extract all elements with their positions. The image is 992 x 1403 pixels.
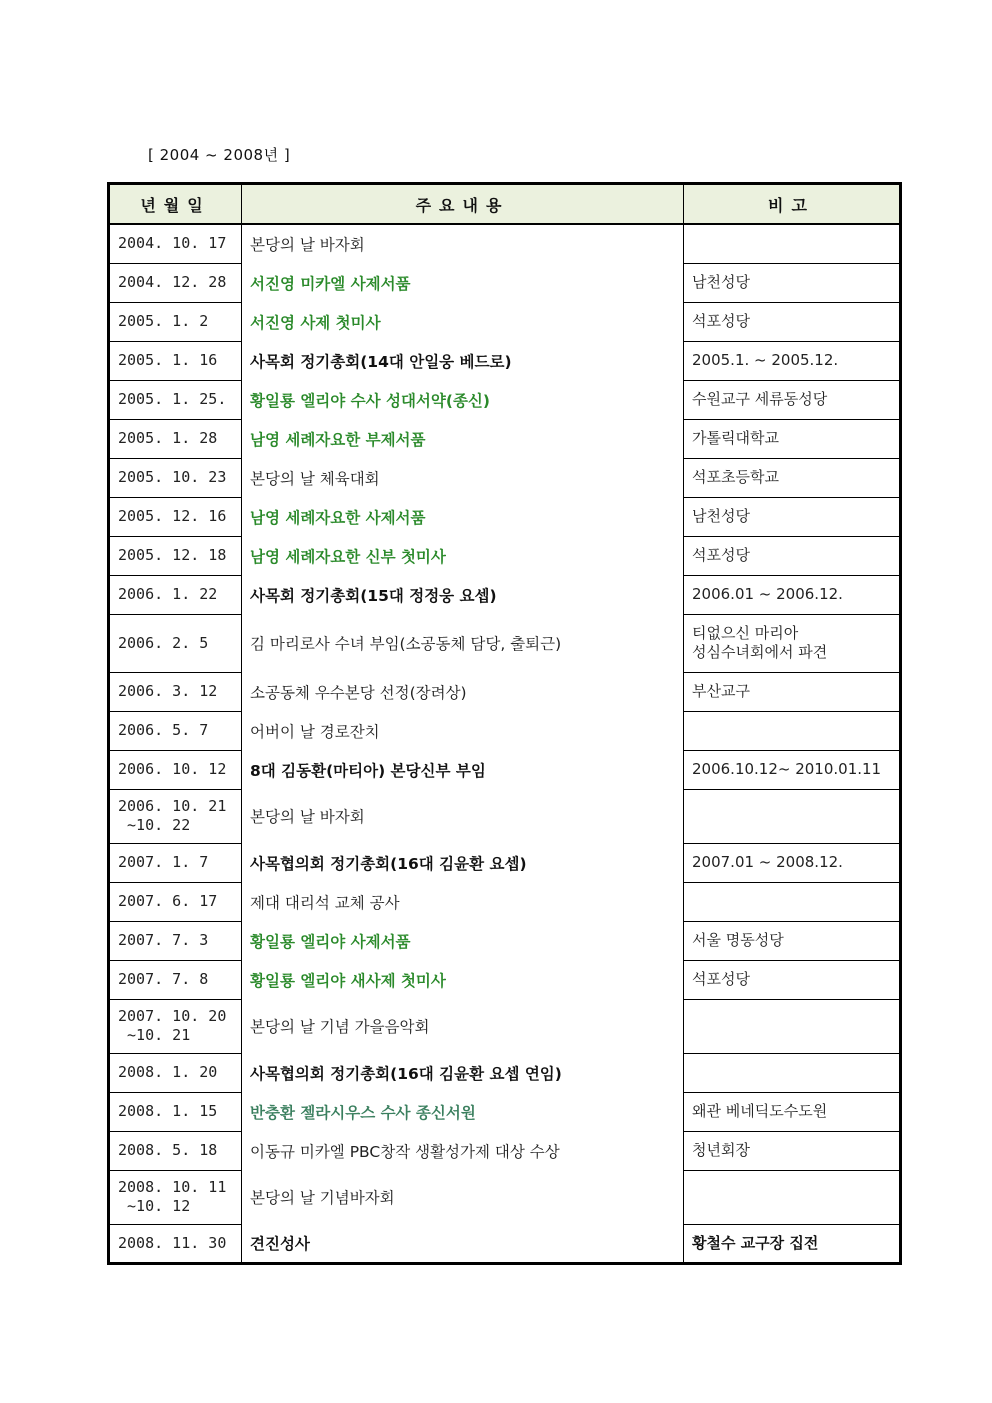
note-cell [684, 1170, 901, 1224]
table-row [109, 224, 901, 263]
event-cell: 어버이 날 경로잔치 [242, 711, 684, 750]
note-cell [684, 672, 901, 711]
note-cell [684, 497, 901, 536]
event-cell: 황일룡 엘리야 새사제 첫미사 [242, 960, 684, 999]
note-text: 2007.01 ~ 2008.12. [692, 853, 843, 871]
note-cell [684, 750, 901, 789]
header-date: 년월일 [109, 184, 242, 225]
note-cell [684, 302, 901, 341]
date-text: 2004. 10. 17 [118, 234, 227, 253]
event-cell: 서진영 사제 첫미사 [242, 302, 684, 341]
event-cell: 본당의 날 바자회 [242, 789, 684, 843]
date-cell [109, 672, 242, 711]
table-row [109, 419, 901, 458]
date-text: 2007. 7. 3 [118, 931, 209, 949]
date-text: 2005. 1. 2 [118, 312, 209, 330]
event-cell: 본당의 날 기념바자회 [242, 1170, 684, 1224]
note-text: 석포성당 [692, 970, 750, 988]
note-text: 티없으신 마리아 [692, 624, 799, 642]
date-range-end: ~10. 12 [118, 1197, 191, 1215]
event-cell: 본당의 날 기념 가을음악회 [242, 999, 684, 1053]
event-cell: 소공동체 우수본당 선정(장려상) [242, 672, 684, 711]
date-cell [109, 750, 242, 789]
note-cell [684, 224, 901, 263]
date-cell [109, 882, 242, 921]
table-row [109, 536, 901, 575]
table-row [109, 575, 901, 614]
section-caption: [ 2004 ~ 2008년 ] [148, 146, 291, 164]
event-cell: 김 마리로사 수녀 부임(소공동체 담당, 출퇴근) [242, 614, 684, 672]
date-cell [109, 263, 242, 302]
note-cell [684, 575, 901, 614]
date-range-end: ~10. 22 [118, 816, 191, 834]
date-text: 2004. 12. 28 [118, 273, 227, 291]
date-cell [109, 789, 242, 843]
date-text: 2005. 1. 16 [118, 351, 218, 369]
date-cell [109, 575, 242, 614]
header-event: 주요내용 [242, 184, 684, 225]
date-cell [109, 497, 242, 536]
event-cell: 황일룡 엘리야 수사 성대서약(종신) [242, 380, 684, 419]
note-text: 왜관 베네딕도수도원 [692, 1102, 828, 1120]
date-cell [109, 843, 242, 882]
date-cell [109, 380, 242, 419]
event-cell: 사목협의회 정기총회(16대 김윤환 요셉) [242, 843, 684, 882]
note-cell [684, 458, 901, 497]
table-row [109, 263, 901, 302]
date-cell [109, 711, 242, 750]
event-cell: 황일룡 엘리야 사제서품 [242, 921, 684, 960]
table-row [109, 999, 901, 1053]
date-range-end: ~10. 21 [118, 1026, 191, 1044]
note-cell [684, 380, 901, 419]
date-text: 2006. 2. 5 [118, 633, 209, 652]
note-text: 서울 명동성당 [692, 931, 784, 949]
note-cell [684, 1131, 901, 1170]
note-cell [684, 1092, 901, 1131]
event-cell: 사목회 정기총회(14대 안일웅 베드로) [242, 341, 684, 380]
timeline-body [109, 224, 901, 1263]
note-cell [684, 843, 901, 882]
table-row [109, 882, 901, 921]
note-text: 청년회장 [692, 1141, 750, 1159]
date-cell [109, 302, 242, 341]
event-cell: 남영 세례자요한 부제서품 [242, 419, 684, 458]
table-row [109, 341, 901, 380]
date-cell [109, 921, 242, 960]
table-row [109, 614, 901, 672]
note-text: 석포초등학교 [692, 468, 779, 486]
date-text: 2005. 1. 25. [118, 390, 227, 408]
note-cell [684, 711, 901, 750]
table-row [109, 711, 901, 750]
date-text: 2008. 5. 18 [118, 1141, 218, 1159]
date-cell [109, 419, 242, 458]
date-text: 2005. 10. 23 [118, 468, 227, 486]
date-text: 2007. 1. 7 [118, 853, 209, 871]
note-cell [684, 419, 901, 458]
date-text: 2006. 5. 7 [118, 721, 209, 739]
table-row [109, 497, 901, 536]
date-cell [109, 1092, 242, 1131]
date-cell [109, 458, 242, 497]
note-cell [684, 921, 901, 960]
date-text: 2008. 1. 15 [118, 1102, 218, 1120]
note-cell [684, 341, 901, 380]
date-text: 2006. 3. 12 [118, 682, 218, 700]
table-row [109, 789, 901, 843]
note-text: 부산교구 [692, 682, 750, 700]
note-text: 남천성당 [692, 507, 750, 525]
note-text-line2: 성심수녀회에서 파견 [692, 643, 828, 661]
table-row [109, 921, 901, 960]
event-cell: 본당의 날 체육대회 [242, 458, 684, 497]
date-cell [109, 1053, 242, 1092]
date-cell [109, 1131, 242, 1170]
table-row [109, 302, 901, 341]
table-row [109, 458, 901, 497]
date-cell [109, 341, 242, 380]
table-row [109, 672, 901, 711]
date-text: 2008. 11. 30 [118, 1233, 227, 1252]
timeline-table [107, 182, 902, 1265]
note-text: 2006.10.12~ 2010.01.11 [692, 760, 882, 778]
event-cell: 남영 세례자요한 신부 첫미사 [242, 536, 684, 575]
event-cell: 남영 세례자요한 사제서품 [242, 497, 684, 536]
date-cell [109, 960, 242, 999]
table-row [109, 1224, 901, 1263]
date-cell [109, 1170, 242, 1224]
table-row [109, 1092, 901, 1131]
note-cell [684, 882, 901, 921]
event-cell: 서진영 미카엘 사제서품 [242, 263, 684, 302]
note-text: 석포성당 [692, 312, 750, 330]
table-row [109, 1170, 901, 1224]
date-text: 2005. 1. 28 [118, 429, 218, 447]
note-cell [684, 789, 901, 843]
date-text: 2005. 12. 16 [118, 507, 227, 525]
table-row [109, 750, 901, 789]
note-text: 남천성당 [692, 273, 750, 291]
note-cell [684, 999, 901, 1053]
event-cell: 견진성사 [242, 1224, 684, 1263]
note-cell [684, 960, 901, 999]
date-cell [109, 536, 242, 575]
date-text: 2007. 10. 20 [118, 1007, 227, 1025]
table-row [109, 960, 901, 999]
note-text: 수원교구 세류동성당 [692, 390, 828, 408]
date-cell [109, 999, 242, 1053]
header-note: 비고 [684, 184, 901, 225]
note-cell [684, 1224, 901, 1263]
note-text: 가톨릭대학교 [692, 429, 779, 447]
note-text: 2005.1. ~ 2005.12. [692, 351, 839, 369]
note-cell [684, 263, 901, 302]
date-text: 2007. 7. 8 [118, 970, 209, 988]
note-text: 석포성당 [692, 546, 750, 564]
event-cell: 사목협의회 정기총회(16대 김윤환 요셉 연임) [242, 1053, 684, 1092]
event-cell: 이동규 미카엘 PBC창작 생활성가제 대상 수상 [242, 1131, 684, 1170]
event-cell: 사목회 정기총회(15대 정정웅 요셉) [242, 575, 684, 614]
date-text: 2008. 1. 20 [118, 1063, 218, 1081]
event-cell: 본당의 날 바자회 [242, 224, 684, 263]
table-row [109, 380, 901, 419]
note-cell [684, 614, 901, 672]
date-text: 2007. 6. 17 [118, 892, 218, 910]
event-cell: 8대 김동환(마티아) 본당신부 부임 [242, 750, 684, 789]
table-row [109, 1053, 901, 1092]
date-text: 2008. 10. 11 [118, 1178, 227, 1196]
header-row [109, 184, 901, 225]
event-cell: 제대 대리석 교체 공사 [242, 882, 684, 921]
date-text: 2005. 12. 18 [118, 546, 227, 564]
note-text: 2006.01 ~ 2006.12. [692, 585, 843, 603]
date-text: 2006. 10. 12 [118, 760, 227, 778]
date-text: 2006. 10. 21 [118, 797, 227, 815]
note-cell [684, 1053, 901, 1092]
note-text: 황철수 교구장 집전 [692, 1233, 819, 1252]
date-cell [109, 1224, 242, 1263]
table-row [109, 1131, 901, 1170]
date-cell [109, 614, 242, 672]
event-cell: 반충환 젤라시우스 수사 종신서원 [242, 1092, 684, 1131]
date-cell [109, 224, 242, 263]
note-cell [684, 536, 901, 575]
date-text: 2006. 1. 22 [118, 585, 218, 603]
table-row [109, 843, 901, 882]
